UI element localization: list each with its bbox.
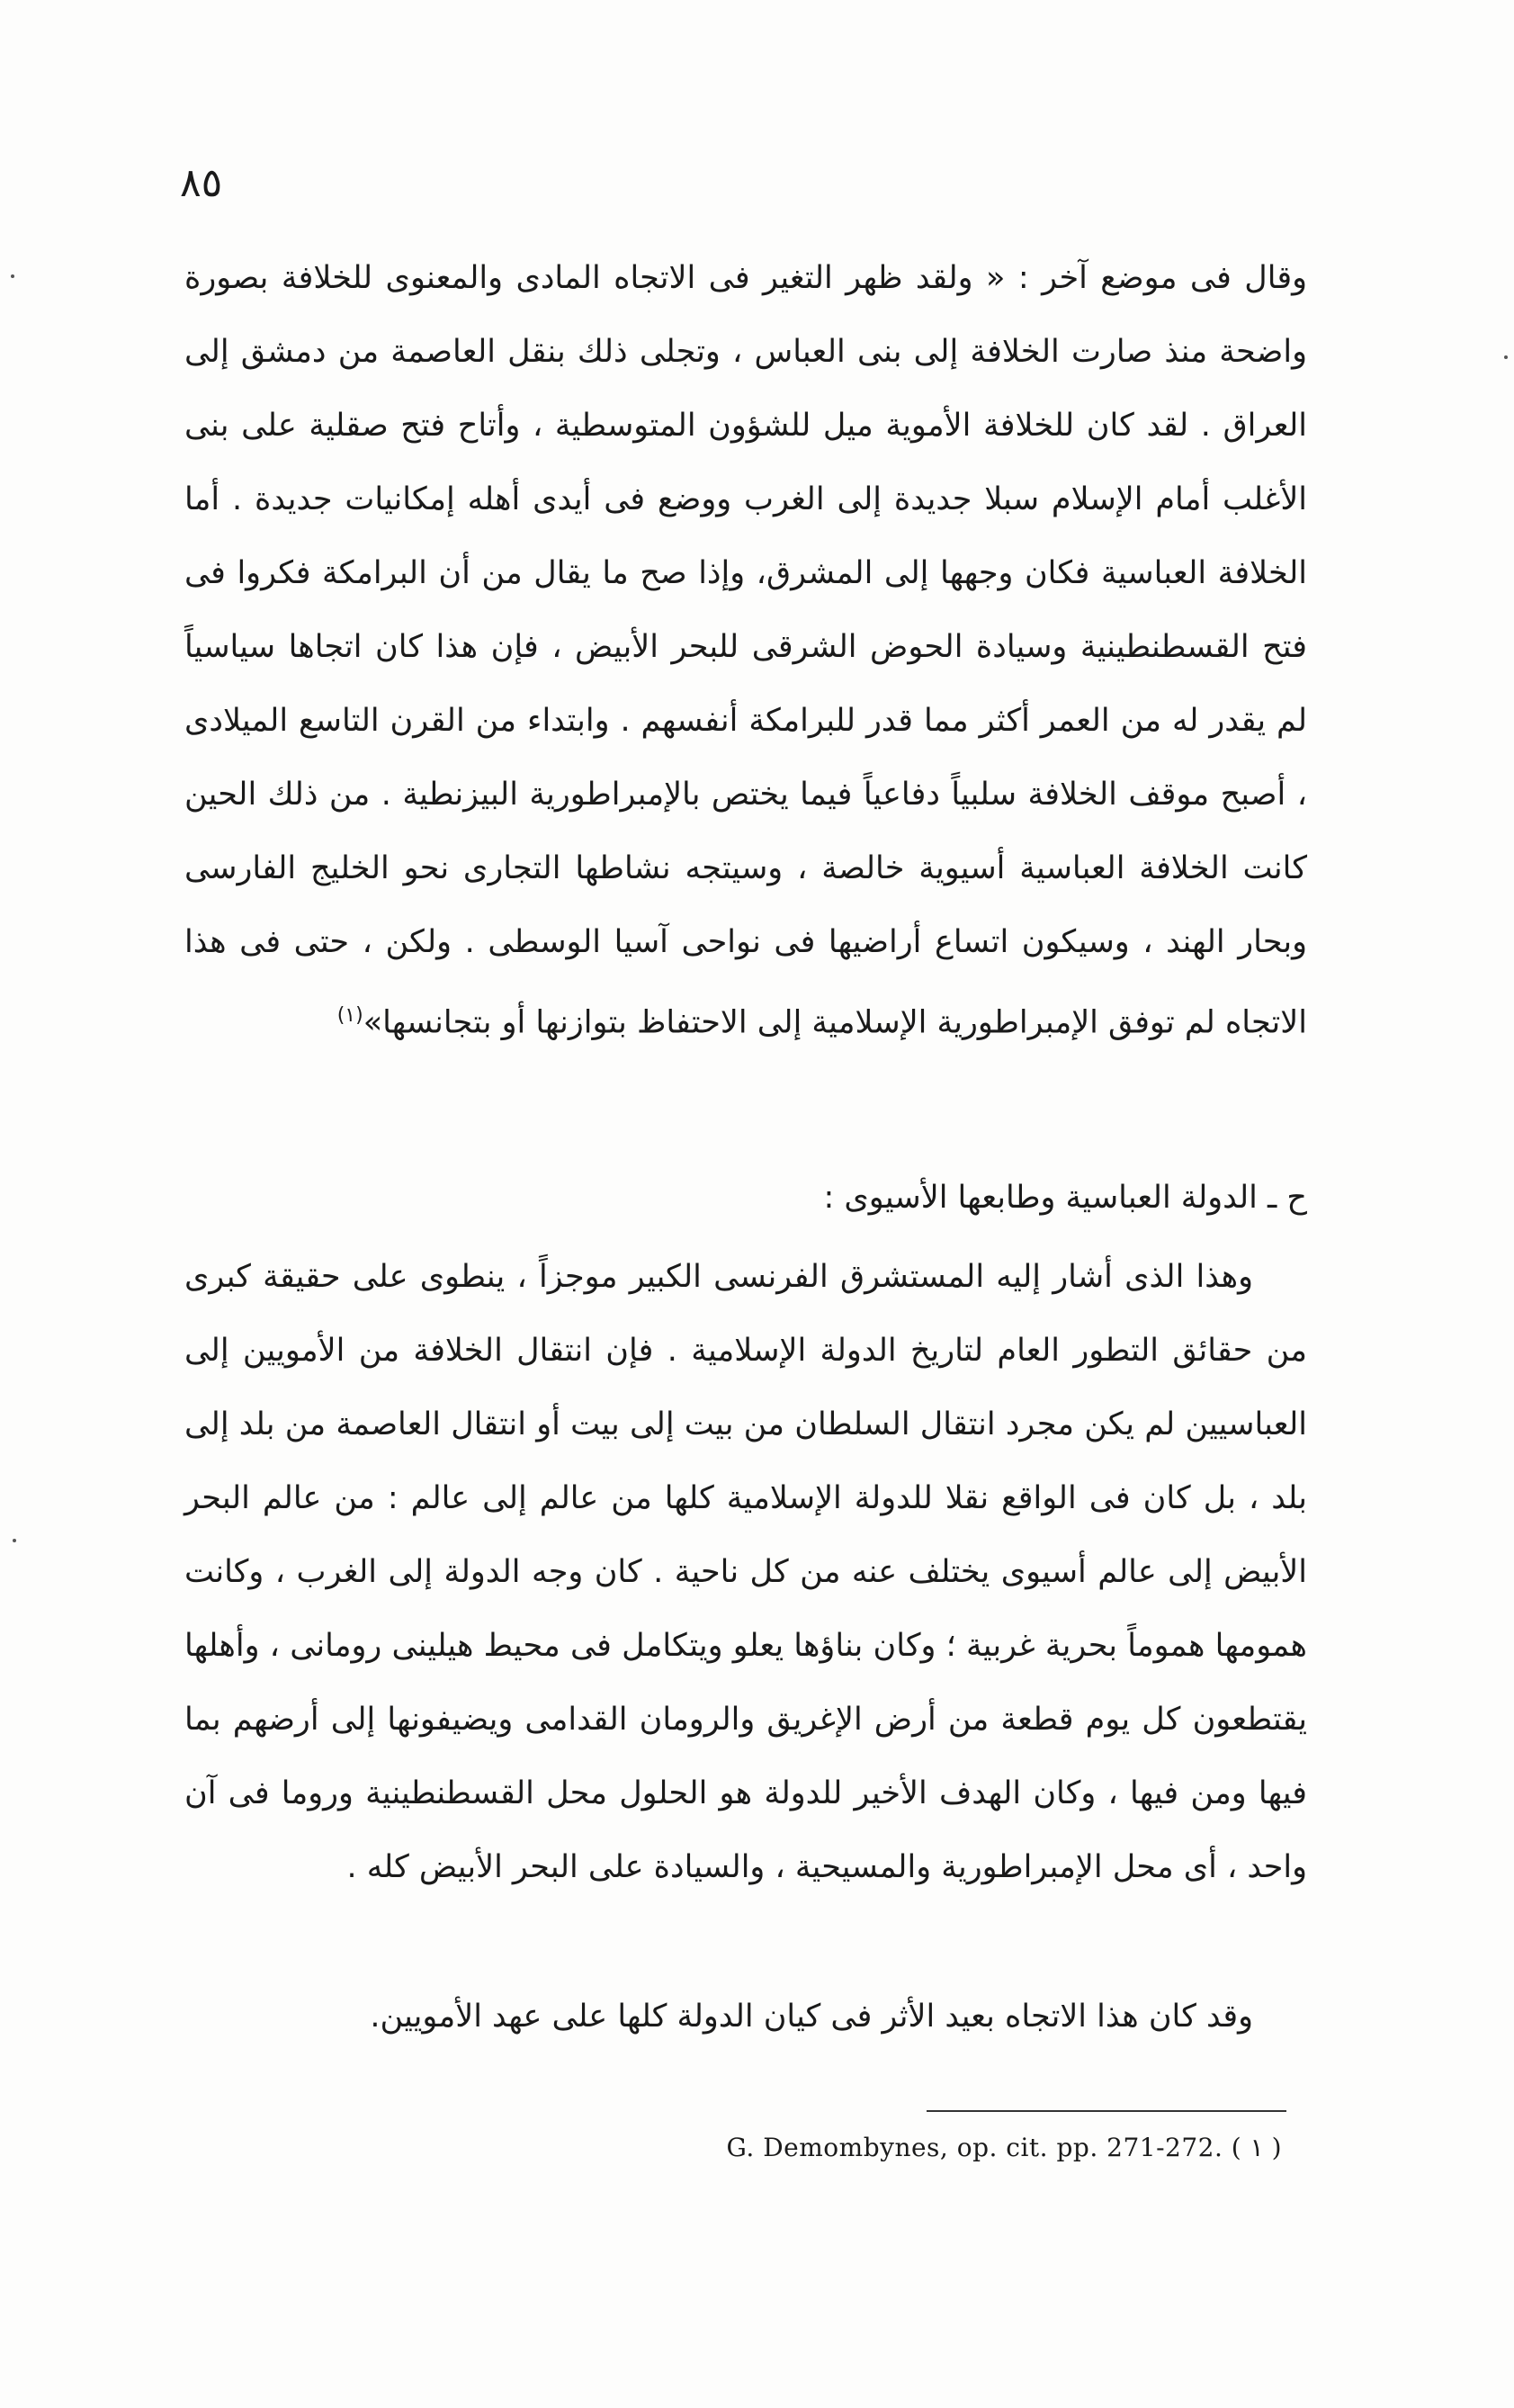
section-heading: ح ـ الدولة العباسية وطابعها الأسيوى :: [823, 1180, 1307, 1216]
footnote-marker: ( ١ ): [1231, 2133, 1282, 2162]
page-number: ٨٥: [180, 160, 223, 206]
footnote-divider: [927, 2110, 1286, 2112]
scan-speck: [13, 1539, 16, 1542]
footnote-reference: (١): [336, 1004, 363, 1027]
paragraph-text: وقال فى موضع آخر : « ولقد ظهر التغير فى الاتجاه المادى والمعنوى للخلافة بصورة واضحة منذ صارت الخلافة إلى بنى العباس ، وتجلى ذلك بنقل العاصمة من دمشق إلى العراق . لقد كان للخلافة الأموية ميل للشؤون المتوسطية ، وأتاح فتح صقلية على بنى الأغلب أمام الإسلام سبلا جديدة إلى الغرب ووضع فى أيدى أهله إمكانيات جديدة . أما الخلافة العباسية فكان وجهها إلى المشرق، وإذا صح ما يقال من أن البرامكة فكروا فى فتح القسطنطينية وسيادة الحوض الشرقى للبحر الأبيض ، فإن هذا كان اتجاها سياسياً لم يقدر له من العمر أكثر مما قدر للبرامكة أنفسهم . وابتداء من القرن التاسع الميلادى ، أصبح موقف الخلافة سلبياً دفاعياً فيما يختص بالإمبراطورية البيزنطية . من ذلك الحين كانت الخلافة العباسية أسيوية خالصة ، وسيتجه نشاطها التجارى نحو الخليج الفارسى وبحار الهند ، وسيكون اتساع أراضيها فى نواحى آسيا الوسطى . ولكن ، حتى فى هذا الاتجاه لم توفق الإمبراطورية الإسلامية إلى الاحتفاظ بتوازنها أو بتجانسها»: [184, 260, 1307, 1041]
scan-speck: [11, 274, 14, 278]
footnote-text: G. Demombynes, op. cit. pp. 271-272.: [726, 2133, 1223, 2162]
scan-speck: [1504, 355, 1508, 359]
quoted-paragraph: [184, 241, 1307, 1060]
body-paragraph: وهذا الذى أشار إليه المستشرق الفرنسى الكبير موجزاً ، ينطوى على حقيقة كبرى من حقائق التطور العام لتاريخ الدولة الإسلامية . فإن انتقال الخلافة من الأمويين إلى العباسيين لم يكن مجرد انتقال السلطان من بيت إلى بيت أو انتقال العاصمة من بلد إلى بلد ، بل كان فى الواقع نقلا للدولة الإسلامية كلها من عالم إلى عالم : من عالم البحر الأبيض إلى عالم أسيوى يختلف عنه من كل ناحية . كان وجه الدولة إلى الغرب ، وكانت همومها هموماً بحرية غربية ؛ وكان بناؤها يعلو ويتكامل فى محيط هيلينى رومانى ، وأهلها يقتطعون كل يوم قطعة من أرض الإغريق والرومان القدامى ويضيفونها إلى أرضهم بما فيها ومن فيها ، وكان الهدف الأخير للدولة هو الحلول محل القسطنطينية وروما فى آن واحد ، أى محل الإمبراطورية والمسيحية ، والسيادة على البحر الأبيض كله .: [184, 1259, 1307, 1885]
footnote: [634, 2133, 1282, 2162]
closing-paragraph: وقد كان هذا الاتجاه بعيد الأثر فى كيان الدولة كلها على عهد الأمويين.: [370, 1999, 1253, 2035]
